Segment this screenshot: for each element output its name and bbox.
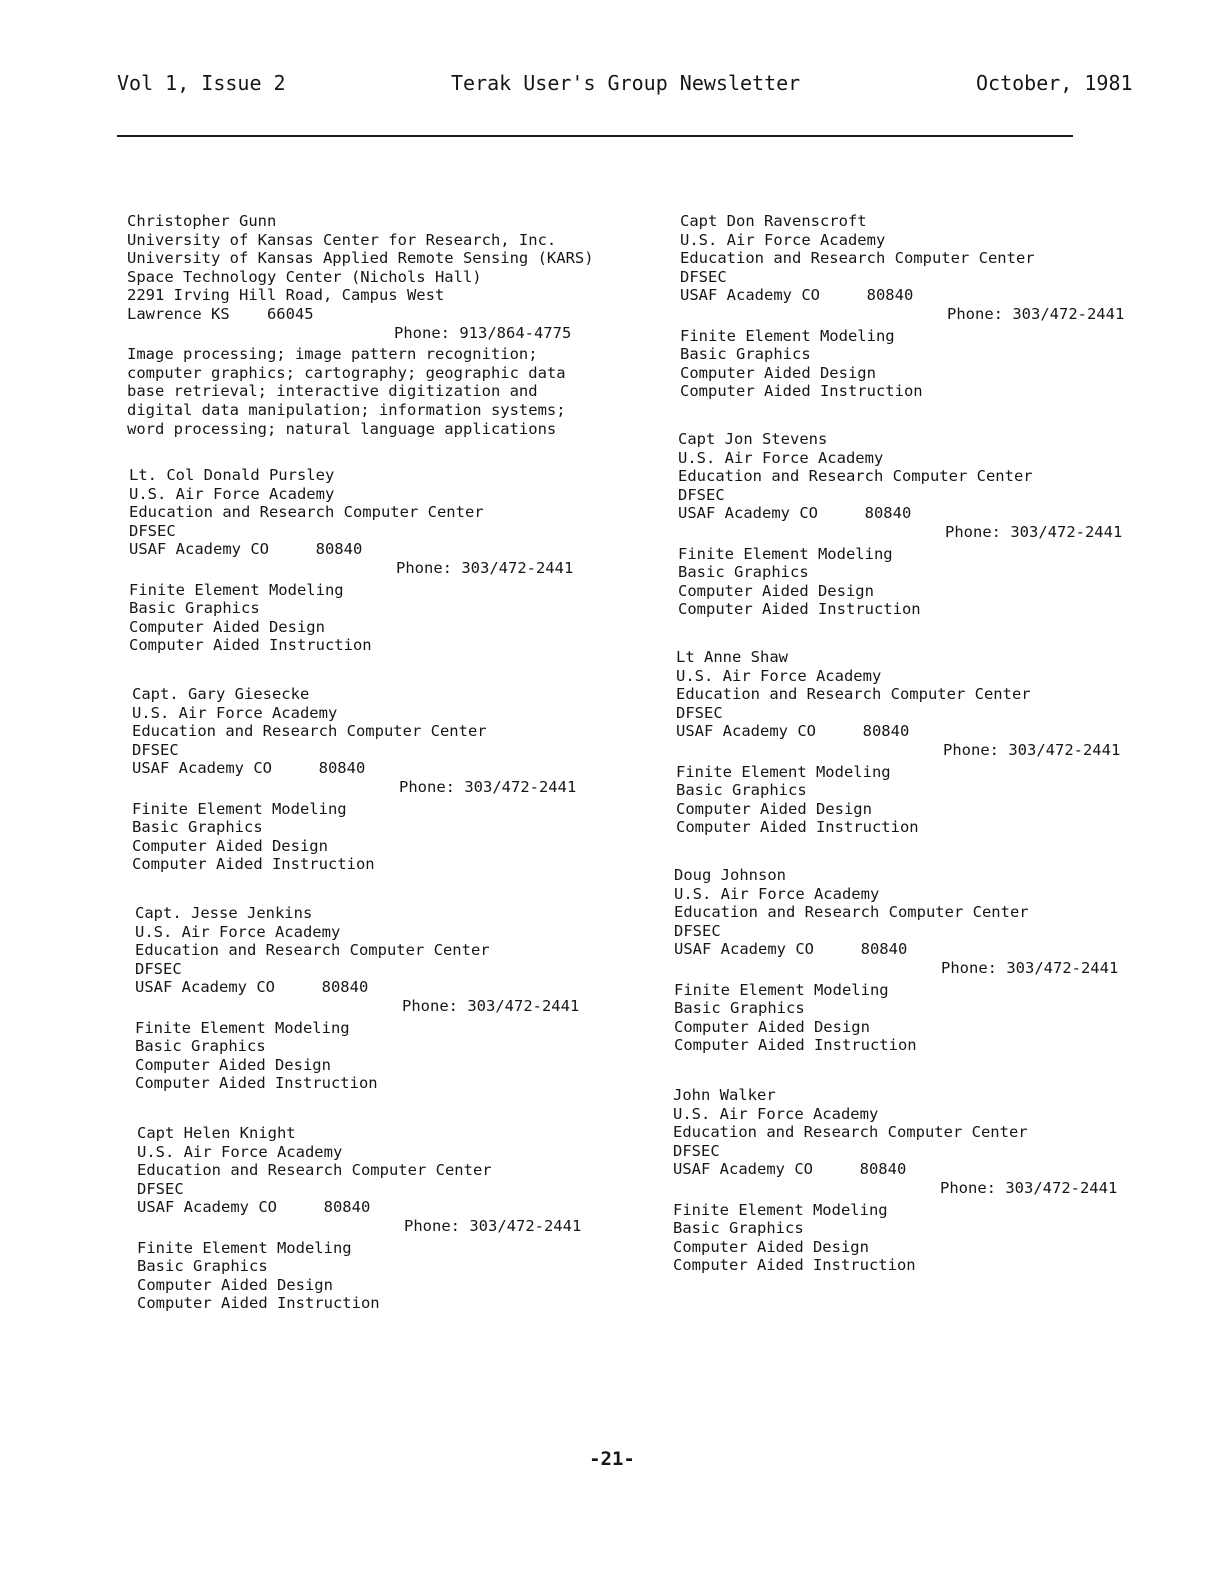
phone-number: Phone: 303/472-2441: [402, 996, 580, 1015]
member-entry: [137, 1124, 607, 1313]
address-line: USAF Academy CO 80840: [135, 978, 369, 997]
member-name: Lt Anne Shaw: [676, 648, 788, 666]
address-line: USAF Academy CO 80840: [129, 540, 363, 559]
interest-line: Computer Aided Design: [676, 799, 872, 818]
address-line: U.S. Air Force Academy: [137, 1142, 343, 1161]
address-line: Education and Research Computer Center: [676, 685, 1031, 704]
member-entry: [135, 904, 605, 1093]
interest-line: Basic Graphics: [129, 599, 260, 618]
interest-line: Basic Graphics: [137, 1257, 268, 1276]
address-line: University of Kansas Applied Remote Sensing (KARS): [127, 249, 594, 268]
member-name: Capt Don Ravenscroft: [680, 212, 867, 230]
member-name: Capt. Gary Giesecke: [132, 685, 310, 703]
interest-line: Finite Element Modeling: [673, 1200, 888, 1219]
address-line: U.S. Air Force Academy: [673, 1104, 879, 1123]
address-line: DFSEC: [680, 267, 727, 286]
interest-line: Image processing; image pattern recognition;: [127, 345, 538, 364]
interest-line: Computer Aided Instruction: [680, 382, 923, 401]
address-line: U.S. Air Force Academy: [132, 703, 338, 722]
interest-line: Finite Element Modeling: [135, 1018, 350, 1037]
address-line: U.S. Air Force Academy: [674, 884, 880, 903]
address-line: USAF Academy CO 80840: [132, 759, 366, 778]
member-name: Capt. Jesse Jenkins: [135, 904, 313, 922]
address-line: Education and Research Computer Center: [129, 503, 484, 522]
address-line: U.S. Air Force Academy: [135, 922, 341, 941]
interest-line: Finite Element Modeling: [129, 580, 344, 599]
interest-line: Computer Aided Instruction: [137, 1294, 380, 1313]
interest-line: Basic Graphics: [132, 818, 263, 837]
interest-line: Computer Aided Instruction: [674, 1036, 917, 1055]
address-line: Education and Research Computer Center: [674, 903, 1029, 922]
member-entry: [673, 1086, 1143, 1275]
interest-line: Finite Element Modeling: [680, 326, 895, 345]
issue-date: October, 1981: [976, 71, 1133, 95]
interest-line: Finite Element Modeling: [137, 1238, 352, 1257]
interest-line: Computer Aided Instruction: [673, 1256, 916, 1275]
phone-number: Phone: 303/472-2441: [947, 304, 1125, 323]
address-line: 2291 Irving Hill Road, Campus West: [127, 286, 445, 305]
interests-list: [132, 800, 602, 874]
address-line: Education and Research Computer Center: [678, 467, 1033, 486]
interest-line: Computer Aided Instruction: [678, 600, 921, 619]
address-line: Space Technology Center (Nichols Hall): [127, 267, 482, 286]
member-entry: [680, 212, 1150, 401]
member-entry: [129, 466, 599, 655]
interest-line: Finite Element Modeling: [674, 980, 889, 999]
header-divider: [117, 135, 1073, 137]
interest-line: Computer Aided Design: [674, 1017, 870, 1036]
phone-number: Phone: 303/472-2441: [404, 1216, 582, 1235]
interest-line: Finite Element Modeling: [132, 799, 347, 818]
phone-number: Phone: 303/472-2441: [945, 522, 1123, 541]
address-line: Education and Research Computer Center: [132, 722, 487, 741]
address-line: USAF Academy CO 80840: [137, 1198, 371, 1217]
interests-list: [678, 545, 1148, 619]
member-entry: [127, 212, 597, 438]
member-name: John Walker: [673, 1086, 776, 1104]
phone-number: Phone: 303/472-2441: [943, 740, 1121, 759]
address-line: University of Kansas Center for Research, Inc.: [127, 230, 557, 249]
interest-line: base retrieval; interactive digitization and: [127, 382, 538, 401]
interest-line: Computer Aided Design: [135, 1055, 331, 1074]
interest-line: Computer Aided Instruction: [676, 818, 919, 837]
address-line: DFSEC: [135, 959, 182, 978]
interest-line: Computer Aided Design: [137, 1275, 333, 1294]
address-line: DFSEC: [676, 703, 723, 722]
interest-line: Finite Element Modeling: [676, 762, 891, 781]
address-line: USAF Academy CO 80840: [680, 286, 914, 305]
address-line: Education and Research Computer Center: [135, 941, 490, 960]
address-line: U.S. Air Force Academy: [680, 230, 886, 249]
page-number: -21-: [589, 1448, 635, 1470]
issue-label: Vol 1, Issue 2: [117, 71, 286, 95]
interest-line: word processing; natural language applications: [127, 419, 557, 438]
interest-line: computer graphics; cartography; geographic data: [127, 363, 566, 382]
interest-line: Computer Aided Design: [129, 617, 325, 636]
address-line: USAF Academy CO 80840: [676, 722, 910, 741]
address-line: U.S. Air Force Academy: [129, 484, 335, 503]
phone-number: Phone: 303/472-2441: [396, 558, 574, 577]
address-line: DFSEC: [132, 740, 179, 759]
address-line: DFSEC: [137, 1179, 184, 1198]
member-entry: [132, 685, 602, 874]
interest-line: Basic Graphics: [135, 1037, 266, 1056]
phone-number: Phone: 303/472-2441: [941, 958, 1119, 977]
interests-list: [680, 327, 1150, 401]
interest-line: Basic Graphics: [674, 999, 805, 1018]
interests-list: [129, 581, 599, 655]
interest-line: Computer Aided Instruction: [129, 636, 372, 655]
address-line: DFSEC: [673, 1141, 720, 1160]
member-entry: [678, 430, 1148, 619]
member-name: Christopher Gunn: [127, 212, 277, 230]
phone-number: Phone: 303/472-2441: [940, 1178, 1118, 1197]
member-name: Capt Jon Stevens: [678, 430, 828, 448]
interest-line: Computer Aided Design: [132, 836, 328, 855]
interest-line: Basic Graphics: [673, 1219, 804, 1238]
interests-list: [127, 345, 597, 438]
interests-list: [673, 1201, 1143, 1275]
interest-line: Computer Aided Design: [673, 1237, 869, 1256]
interests-list: [674, 981, 1144, 1055]
address-line: DFSEC: [674, 921, 721, 940]
interest-line: digital data manipulation; information systems;: [127, 400, 566, 419]
member-name: Lt. Col Donald Pursley: [129, 466, 335, 484]
interest-line: Computer Aided Instruction: [135, 1074, 378, 1093]
member-entry: [676, 648, 1146, 837]
address-line: USAF Academy CO 80840: [678, 504, 912, 523]
address-line: DFSEC: [129, 521, 176, 540]
interests-list: [137, 1239, 607, 1313]
address-line: Education and Research Computer Center: [680, 249, 1035, 268]
member-entry: [674, 866, 1144, 1055]
phone-number: Phone: 913/864-4775: [394, 323, 572, 342]
interest-line: Basic Graphics: [678, 563, 809, 582]
address-line: Education and Research Computer Center: [673, 1123, 1028, 1142]
interest-line: Basic Graphics: [680, 345, 811, 364]
interest-line: Computer Aided Design: [680, 363, 876, 382]
newsletter-title: Terak User's Group Newsletter: [451, 71, 801, 95]
interest-line: Basic Graphics: [676, 781, 807, 800]
interest-line: Computer Aided Instruction: [132, 855, 375, 874]
address-line: U.S. Air Force Academy: [678, 448, 884, 467]
address-line: U.S. Air Force Academy: [676, 666, 882, 685]
address-line: USAF Academy CO 80840: [673, 1160, 907, 1179]
address-line: Education and Research Computer Center: [137, 1161, 492, 1180]
phone-number: Phone: 303/472-2441: [399, 777, 577, 796]
address-line: Lawrence KS 66045: [127, 304, 314, 323]
interests-list: [135, 1019, 605, 1093]
address-line: USAF Academy CO 80840: [674, 940, 908, 959]
member-name: Capt Helen Knight: [137, 1124, 296, 1142]
address-line: DFSEC: [678, 485, 725, 504]
member-name: Doug Johnson: [674, 866, 786, 884]
interest-line: Computer Aided Design: [678, 581, 874, 600]
interests-list: [676, 763, 1146, 837]
interest-line: Finite Element Modeling: [678, 544, 893, 563]
